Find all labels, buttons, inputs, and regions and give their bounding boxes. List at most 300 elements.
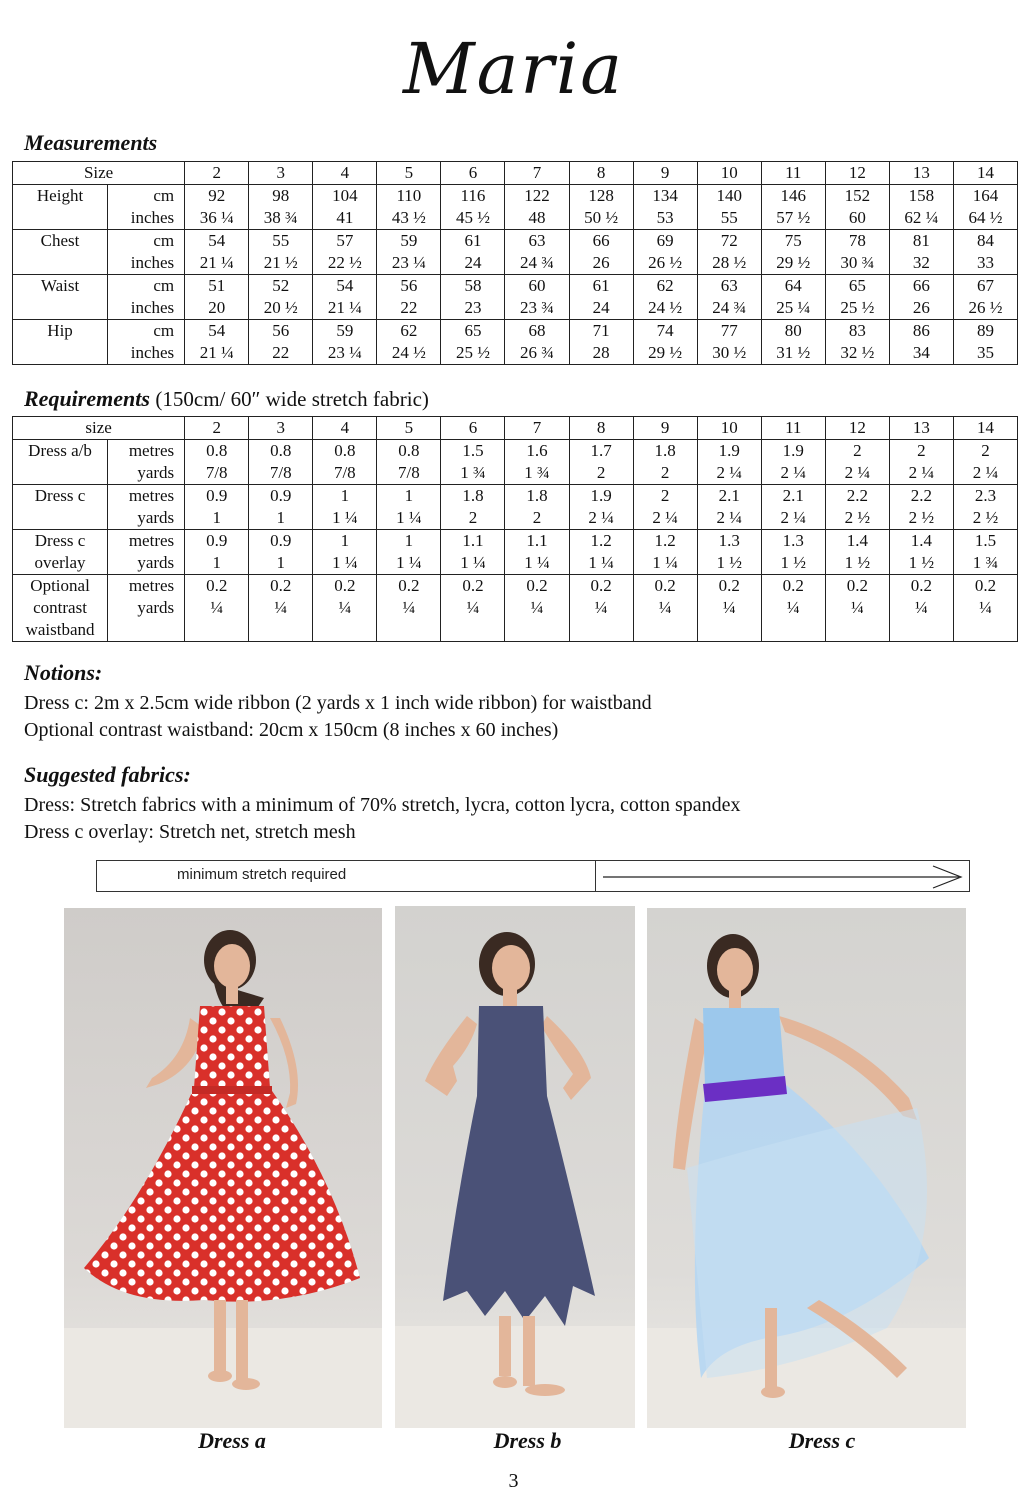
size-column-header-text: 4 <box>340 163 350 182</box>
table-cell-text: 0.2 <box>718 576 740 595</box>
table-cell-text: 1.5 <box>974 531 997 550</box>
table-cell <box>185 530 249 575</box>
table-cell-text: 29 ½ <box>776 253 811 272</box>
table-cell <box>441 530 505 575</box>
table-cell-text: 57 ½ <box>776 208 811 227</box>
table-cell-text: 59 <box>336 321 354 340</box>
table-cell-text: 24 ¾ <box>520 253 554 272</box>
table-cell <box>505 230 569 275</box>
table-cell-text: 1.1 <box>462 531 484 550</box>
table-cell-text: 20 ½ <box>263 298 298 317</box>
size-column-header-text: 14 <box>976 163 994 182</box>
size-column-header-text: 2 <box>212 418 221 437</box>
table-cell-text: 1 <box>212 508 221 527</box>
table-cell-text: 104 <box>332 186 358 205</box>
table-cell-text: 38 ¾ <box>263 208 298 227</box>
table-cell-text: 48 <box>528 208 546 227</box>
table-cell <box>185 185 249 230</box>
table-cell-text: 1.9 <box>718 441 740 460</box>
table-cell-text: 54 <box>336 276 354 295</box>
table-cell <box>441 485 505 530</box>
size-column-header <box>633 162 697 185</box>
table-cell <box>313 440 377 485</box>
size-column-header-text: 7 <box>532 163 542 182</box>
table-cell-text: 21 ¼ <box>199 253 234 272</box>
caption-dress-b: Dress b <box>493 1428 562 1453</box>
dress-c-figure <box>647 908 966 1428</box>
size-column-header <box>761 417 825 440</box>
table-cell <box>441 275 505 320</box>
table-cell-text: 74 <box>656 321 674 340</box>
table-cell-text: 1 <box>212 553 221 572</box>
table-cell-text: 72 <box>720 231 738 250</box>
row-units <box>108 440 185 485</box>
table-cell-text: 60 <box>848 208 866 227</box>
table-cell-text: 56 <box>272 321 290 340</box>
row-units-text: metres <box>128 441 175 460</box>
table-cell <box>761 185 825 230</box>
table-cell <box>185 320 249 365</box>
table-cell-text: 92 <box>208 186 226 205</box>
table-cell-text: 75 <box>784 231 802 250</box>
table-cell-text: 2 ¼ <box>908 463 935 482</box>
table-cell-text: 80 <box>784 321 802 340</box>
table-cell-text: 1 ¾ <box>972 553 999 572</box>
table-cell <box>825 230 889 275</box>
table-cell <box>953 185 1017 230</box>
table-cell-text: 64 ½ <box>968 208 1003 227</box>
table-cell-text: 55 <box>720 208 738 227</box>
size-column-header <box>249 162 313 185</box>
table-cell-text: 2 ½ <box>972 508 999 527</box>
table-cell <box>569 185 633 230</box>
table-cell-text: 24 ½ <box>391 343 426 362</box>
size-column-header <box>569 162 633 185</box>
row-units <box>108 485 185 530</box>
table-cell-text: 62 ¼ <box>904 208 939 227</box>
table-cell-text: 2 <box>660 463 670 482</box>
size-header <box>13 162 185 185</box>
table-cell-text: ¼ <box>658 598 672 617</box>
table-cell-text: 25 ¼ <box>776 298 811 317</box>
table-cell-text: 71 <box>592 321 610 340</box>
notions-text <box>24 690 652 744</box>
table-cell-text: ¼ <box>979 598 992 617</box>
table-cell-text: 0.2 <box>334 576 356 595</box>
row-units-text: yards <box>137 598 175 617</box>
table-cell <box>569 530 633 575</box>
table-cell <box>697 230 761 275</box>
table-cell <box>377 575 441 642</box>
table-cell <box>505 185 569 230</box>
table-cell <box>313 185 377 230</box>
dress-b-figure <box>395 906 635 1428</box>
table-cell <box>569 275 633 320</box>
table-cell <box>313 320 377 365</box>
table-cell <box>249 320 313 365</box>
table-cell <box>761 320 825 365</box>
table-cell <box>377 485 441 530</box>
table-cell-text: 2.2 <box>910 486 932 505</box>
fabrics-line: Dress c overlay: Stretch net, stretch mesh <box>24 821 356 843</box>
table-cell <box>313 575 377 642</box>
table-cell <box>441 320 505 365</box>
table-cell-text: 7/8 <box>398 463 420 482</box>
size-column-header <box>697 417 761 440</box>
table-cell-text: 23 ¼ <box>327 343 362 362</box>
table-cell-text: 35 <box>976 343 994 362</box>
table-cell <box>569 230 633 275</box>
row-label-text: Chest <box>40 231 80 250</box>
table-cell-text: 0.9 <box>270 486 292 505</box>
table-row <box>13 440 1018 485</box>
table-cell-text: ¼ <box>466 598 480 617</box>
table-cell-text: 0.8 <box>270 441 292 460</box>
table-cell <box>313 275 377 320</box>
table-row <box>13 485 1018 530</box>
table-cell-text: 24 <box>464 253 482 272</box>
table-cell-text: 0.8 <box>334 441 356 460</box>
row-label <box>13 440 108 485</box>
table-cell-text: 25 ½ <box>840 298 875 317</box>
table-cell-text: 0.9 <box>206 531 228 550</box>
size-column-header <box>313 162 377 185</box>
table-cell <box>697 530 761 575</box>
table-cell-text: 63 <box>528 231 546 250</box>
requirements-heading <box>24 386 429 412</box>
table-cell <box>761 275 825 320</box>
row-label-text: Waist <box>40 276 80 295</box>
size-column-header <box>825 417 889 440</box>
table-cell-text: 1 <box>404 486 414 505</box>
table-cell <box>761 575 825 642</box>
table-cell-text: 32 <box>912 253 930 272</box>
table-cell <box>569 320 633 365</box>
table-cell-text: 2.1 <box>782 486 804 505</box>
row-units <box>108 230 185 275</box>
table-cell-text: 0.2 <box>526 576 548 595</box>
row-units-text: yards <box>137 463 175 482</box>
table-cell <box>953 320 1017 365</box>
table-cell-text: 63 <box>720 276 738 295</box>
size-column-header <box>825 162 889 185</box>
table-cell-text: 146 <box>780 186 806 205</box>
table-cell-text: 1.8 <box>526 486 548 505</box>
table-cell-text: 26 <box>912 298 930 317</box>
table-cell-text: 1 ¼ <box>588 553 614 572</box>
table-cell-text: 59 <box>400 231 418 250</box>
table-cell <box>505 275 569 320</box>
table-cell-text: 0.9 <box>270 531 292 550</box>
size-column-header-text: 5 <box>404 418 414 437</box>
table-cell <box>953 530 1017 575</box>
table-cell-text: 122 <box>524 186 550 205</box>
table-cell-text: 1 <box>340 486 350 505</box>
table-cell <box>249 485 313 530</box>
table-cell-text: 0.2 <box>590 576 612 595</box>
table-cell-text: 98 <box>272 186 290 205</box>
size-column-header-text: 11 <box>785 163 802 182</box>
table-cell <box>441 575 505 642</box>
table-cell <box>697 575 761 642</box>
table-cell-text: 50 ½ <box>584 208 619 227</box>
size-column-header <box>889 417 953 440</box>
table-cell-text: ¼ <box>594 598 608 617</box>
table-cell-text: 23 ¼ <box>391 253 426 272</box>
table-cell <box>185 230 249 275</box>
row-units-text: metres <box>128 531 175 550</box>
row-label <box>13 275 108 320</box>
table-cell <box>569 575 633 642</box>
table-cell-text: 45 ½ <box>455 208 490 227</box>
size-column-header <box>441 417 505 440</box>
size-column-header <box>569 417 633 440</box>
table-cell-text: 1.6 <box>526 441 548 460</box>
size-column-header-text: 3 <box>276 163 285 182</box>
caption-dress-a: Dress a <box>198 1428 266 1453</box>
row-units-text: yards <box>137 553 175 572</box>
table-cell-text: 67 <box>976 276 994 295</box>
size-column-header <box>889 162 953 185</box>
table-cell-text: 1.9 <box>782 441 804 460</box>
fabrics-text <box>24 792 740 846</box>
table-cell <box>569 485 633 530</box>
table-cell-text: 1.8 <box>462 486 484 505</box>
fabrics-line: Dress: Stretch fabrics with a minimum of 70% stretch, lycra, cotton lycra, cotton spandex <box>24 794 741 816</box>
measurements-table <box>12 161 1018 365</box>
table-cell-text: ¼ <box>274 598 288 617</box>
table-cell <box>313 230 377 275</box>
table-cell-text: 0.9 <box>206 486 228 505</box>
table-cell <box>441 440 505 485</box>
table-cell-text: 1 ¼ <box>396 553 422 572</box>
table-cell <box>825 530 889 575</box>
measurements-heading: Measurements <box>24 130 158 155</box>
size-header-text: Size <box>83 163 114 182</box>
table-cell-text: ¼ <box>786 598 800 617</box>
row-units-text: cm <box>153 276 175 295</box>
table-cell-text: 1.2 <box>590 531 612 550</box>
table-cell <box>953 575 1017 642</box>
table-cell-text: 1 ½ <box>780 553 806 572</box>
table-cell-text: 52 <box>272 276 290 295</box>
page-number: 3 <box>508 1470 519 1492</box>
table-cell <box>185 275 249 320</box>
table-cell <box>825 320 889 365</box>
row-label-text: contrast <box>33 598 87 617</box>
page-title: Maria <box>403 28 624 110</box>
table-cell-text: 134 <box>652 186 678 205</box>
table-cell-text: 1 ¼ <box>396 508 422 527</box>
requirements-table <box>12 416 1018 642</box>
size-column-header <box>633 417 697 440</box>
table-cell-text: 34 <box>912 343 930 362</box>
table-cell-text: 128 <box>588 186 614 205</box>
table-cell-text: 0.2 <box>846 576 868 595</box>
fabrics-heading: Suggested fabrics: <box>24 762 191 787</box>
table-cell <box>697 485 761 530</box>
table-cell-text: 20 <box>208 298 226 317</box>
row-units <box>108 320 185 365</box>
table-cell-text: 23 ¾ <box>520 298 554 317</box>
row-units-text: inches <box>130 343 175 362</box>
notions-line: Dress c: 2m x 2.5cm wide ribbon (2 yards x 1 inch wide ribbon) for waistband <box>24 692 652 714</box>
row-label-text: Optional <box>30 576 90 595</box>
table-cell-text: 65 <box>848 276 866 295</box>
table-cell-text: 1.3 <box>718 531 740 550</box>
size-column-header-text: 7 <box>532 418 542 437</box>
table-cell <box>377 275 441 320</box>
size-column-header-text: 8 <box>596 418 606 437</box>
row-label-text: waistband <box>25 620 95 639</box>
photo-dress-a <box>64 908 382 1428</box>
table-cell-text: 29 ½ <box>648 343 683 362</box>
table-cell-text: 26 ½ <box>648 253 683 272</box>
table-cell-text: 1.4 <box>910 531 932 550</box>
table-cell-text: 2.2 <box>846 486 868 505</box>
table-cell-text: 0.2 <box>206 576 228 595</box>
table-cell <box>825 440 889 485</box>
table-cell <box>377 530 441 575</box>
size-column-header <box>953 417 1017 440</box>
table-cell-text: 2 <box>468 508 478 527</box>
size-column-header-text: 6 <box>468 163 478 182</box>
table-cell <box>825 485 889 530</box>
size-column-header-text: 10 <box>720 163 738 182</box>
table-cell <box>249 440 313 485</box>
table-cell-text: 0.2 <box>654 576 676 595</box>
table-cell-text: 1 ¼ <box>652 553 678 572</box>
table-cell-text: 1 ¼ <box>332 508 358 527</box>
table-cell <box>825 185 889 230</box>
table-cell-text: 1 ¼ <box>524 553 550 572</box>
table-cell-text: 110 <box>396 186 422 205</box>
table-cell-text: 66 <box>592 231 610 250</box>
table-cell-text: ¼ <box>338 598 352 617</box>
row-units <box>108 575 185 642</box>
size-column-header <box>185 417 249 440</box>
table-cell-text: 56 <box>400 276 418 295</box>
row-label-text: overlay <box>34 553 86 572</box>
table-cell <box>633 320 697 365</box>
row-units-text: metres <box>128 576 175 595</box>
size-column-header-text: 9 <box>660 163 670 182</box>
stretch-guide <box>96 860 970 892</box>
table-cell-text: 152 <box>844 186 871 205</box>
table-cell <box>505 530 569 575</box>
table-cell-text: 43 ½ <box>391 208 426 227</box>
table-cell <box>377 185 441 230</box>
table-cell <box>761 485 825 530</box>
table-cell-text: 60 <box>528 276 546 295</box>
table-cell <box>185 485 249 530</box>
table-cell <box>761 230 825 275</box>
table-cell <box>441 185 505 230</box>
table-cell-text: 2 <box>660 486 670 505</box>
table-cell-text: 83 <box>848 321 866 340</box>
table-cell <box>185 575 249 642</box>
table-cell <box>633 530 697 575</box>
table-cell-text: ¼ <box>722 598 736 617</box>
notions-heading: Notions: <box>24 660 103 685</box>
table-cell-text: 22 <box>272 343 290 362</box>
table-cell-text: 31 ½ <box>776 343 811 362</box>
size-column-header <box>761 162 825 185</box>
table-cell-text: ¼ <box>915 598 928 617</box>
table-cell-text: 2 ¼ <box>972 463 999 482</box>
table-cell-text: 2 ¼ <box>716 463 742 482</box>
table-cell-text: 1 ¼ <box>460 553 486 572</box>
table-cell <box>569 440 633 485</box>
arrow-right-icon <box>597 863 969 891</box>
table-cell-text: ¼ <box>210 598 224 617</box>
table-cell <box>377 440 441 485</box>
table-cell-text: 158 <box>908 186 935 205</box>
table-cell <box>633 230 697 275</box>
table-row <box>13 275 1018 320</box>
table-cell <box>441 230 505 275</box>
table-cell-text: 7/8 <box>333 463 356 482</box>
table-cell <box>953 275 1017 320</box>
table-cell-text: 0.8 <box>398 441 420 460</box>
table-cell-text: 7/8 <box>205 463 228 482</box>
table-cell <box>761 530 825 575</box>
table-cell <box>633 185 697 230</box>
table-cell-text: 61 <box>464 231 482 250</box>
table-cell-text: 62 <box>656 276 674 295</box>
table-cell <box>697 320 761 365</box>
table-cell-text: 0.2 <box>782 576 804 595</box>
table-header-row <box>13 162 1018 185</box>
table-cell-text: 28 <box>592 343 610 362</box>
table-cell-text: 2 <box>596 463 606 482</box>
table-cell-text: 53 <box>656 208 674 227</box>
table-cell-text: 68 <box>528 321 546 340</box>
table-cell-text: ¼ <box>850 598 864 617</box>
table-header-row <box>13 417 1018 440</box>
size-header-text: size <box>85 418 112 437</box>
table-cell <box>889 275 953 320</box>
size-column-header <box>505 417 569 440</box>
table-cell-text: 22 ½ <box>327 253 362 272</box>
table-cell-text: 41 <box>336 208 354 227</box>
size-column-header <box>441 162 505 185</box>
table-cell <box>505 485 569 530</box>
row-label-text: Hip <box>47 321 73 340</box>
table-cell-text: 84 <box>976 231 994 250</box>
table-cell <box>633 440 697 485</box>
table-cell <box>313 485 377 530</box>
table-row <box>13 185 1018 230</box>
table-cell-text: 1 ½ <box>716 553 742 572</box>
table-cell <box>505 320 569 365</box>
table-cell-text: 7/8 <box>269 463 292 482</box>
table-cell-text: 2 <box>981 441 990 460</box>
table-cell-text: 0.2 <box>270 576 292 595</box>
table-cell-text: 2 ½ <box>908 508 935 527</box>
table-cell-text: 1 ¾ <box>524 463 550 482</box>
table-cell-text: 2 <box>917 441 926 460</box>
table-cell-text: 1.3 <box>782 531 804 550</box>
size-column-header <box>185 162 249 185</box>
row-label-text: Height <box>36 186 84 205</box>
table-cell <box>697 275 761 320</box>
table-cell <box>377 320 441 365</box>
size-column-header <box>505 162 569 185</box>
table-cell-text: 24 ½ <box>648 298 683 317</box>
table-cell-text: 2 ¼ <box>716 508 742 527</box>
table-cell-text: 81 <box>912 231 930 250</box>
